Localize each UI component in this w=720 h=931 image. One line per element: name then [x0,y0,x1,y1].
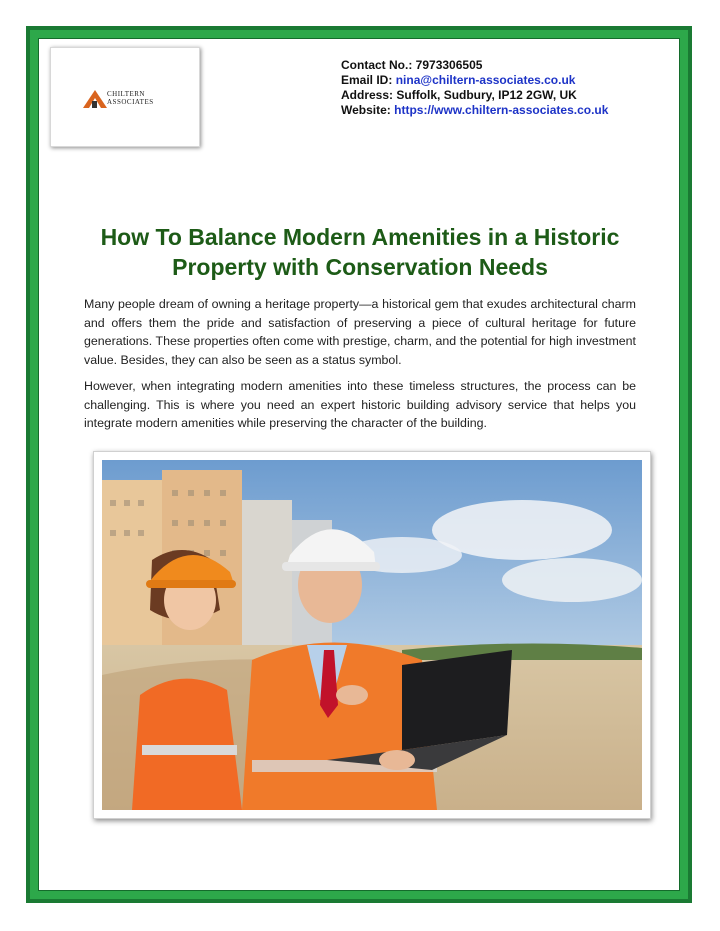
address-value: Suffolk, Sudbury, IP12 2GW, UK [396,88,577,102]
logo-line-1: CHILTERN [107,90,145,98]
website-label: Website: [341,103,391,117]
article-photo [93,451,651,819]
website-link[interactable]: https://www.chiltern-associates.co.uk [394,103,609,117]
address-label: Address: [341,88,394,102]
contact-website [341,103,608,118]
contact-email [341,73,608,88]
contact-block [341,58,608,118]
company-logo [50,47,200,147]
phone-label: Contact No.: [341,58,413,72]
article-paragraph-1: Many people dream of owning a heritage property—a historical gem that exudes architectural charm and offers them the pride and satisfaction of preserving a piece of cultural heritage for future generations. These properties often come with prestige, charm, and the potential for high investment value. Besides, they can also be seen as a status symbol. [84,297,636,367]
logo-line-2: ASSOCIATES [107,98,154,106]
logo-text [107,90,154,106]
phone-value: 7973306505 [415,58,483,72]
contact-address [341,88,608,103]
article-title: How To Balance Modern Amenities in a Historic Property with Conservation Needs [100,224,620,280]
engineers-photo-illustration [102,460,642,810]
article-paragraph-2: However, when integrating modern amenities into these timeless structures, the process can be challenging. This is where you need an expert historic building advisory service that helps you integrate modern amenities while preserving the character of the building. [84,379,636,431]
contact-phone [341,58,608,73]
email-label: Email ID: [341,73,393,87]
email-link[interactable]: nina@chiltern-associates.co.uk [395,73,576,87]
